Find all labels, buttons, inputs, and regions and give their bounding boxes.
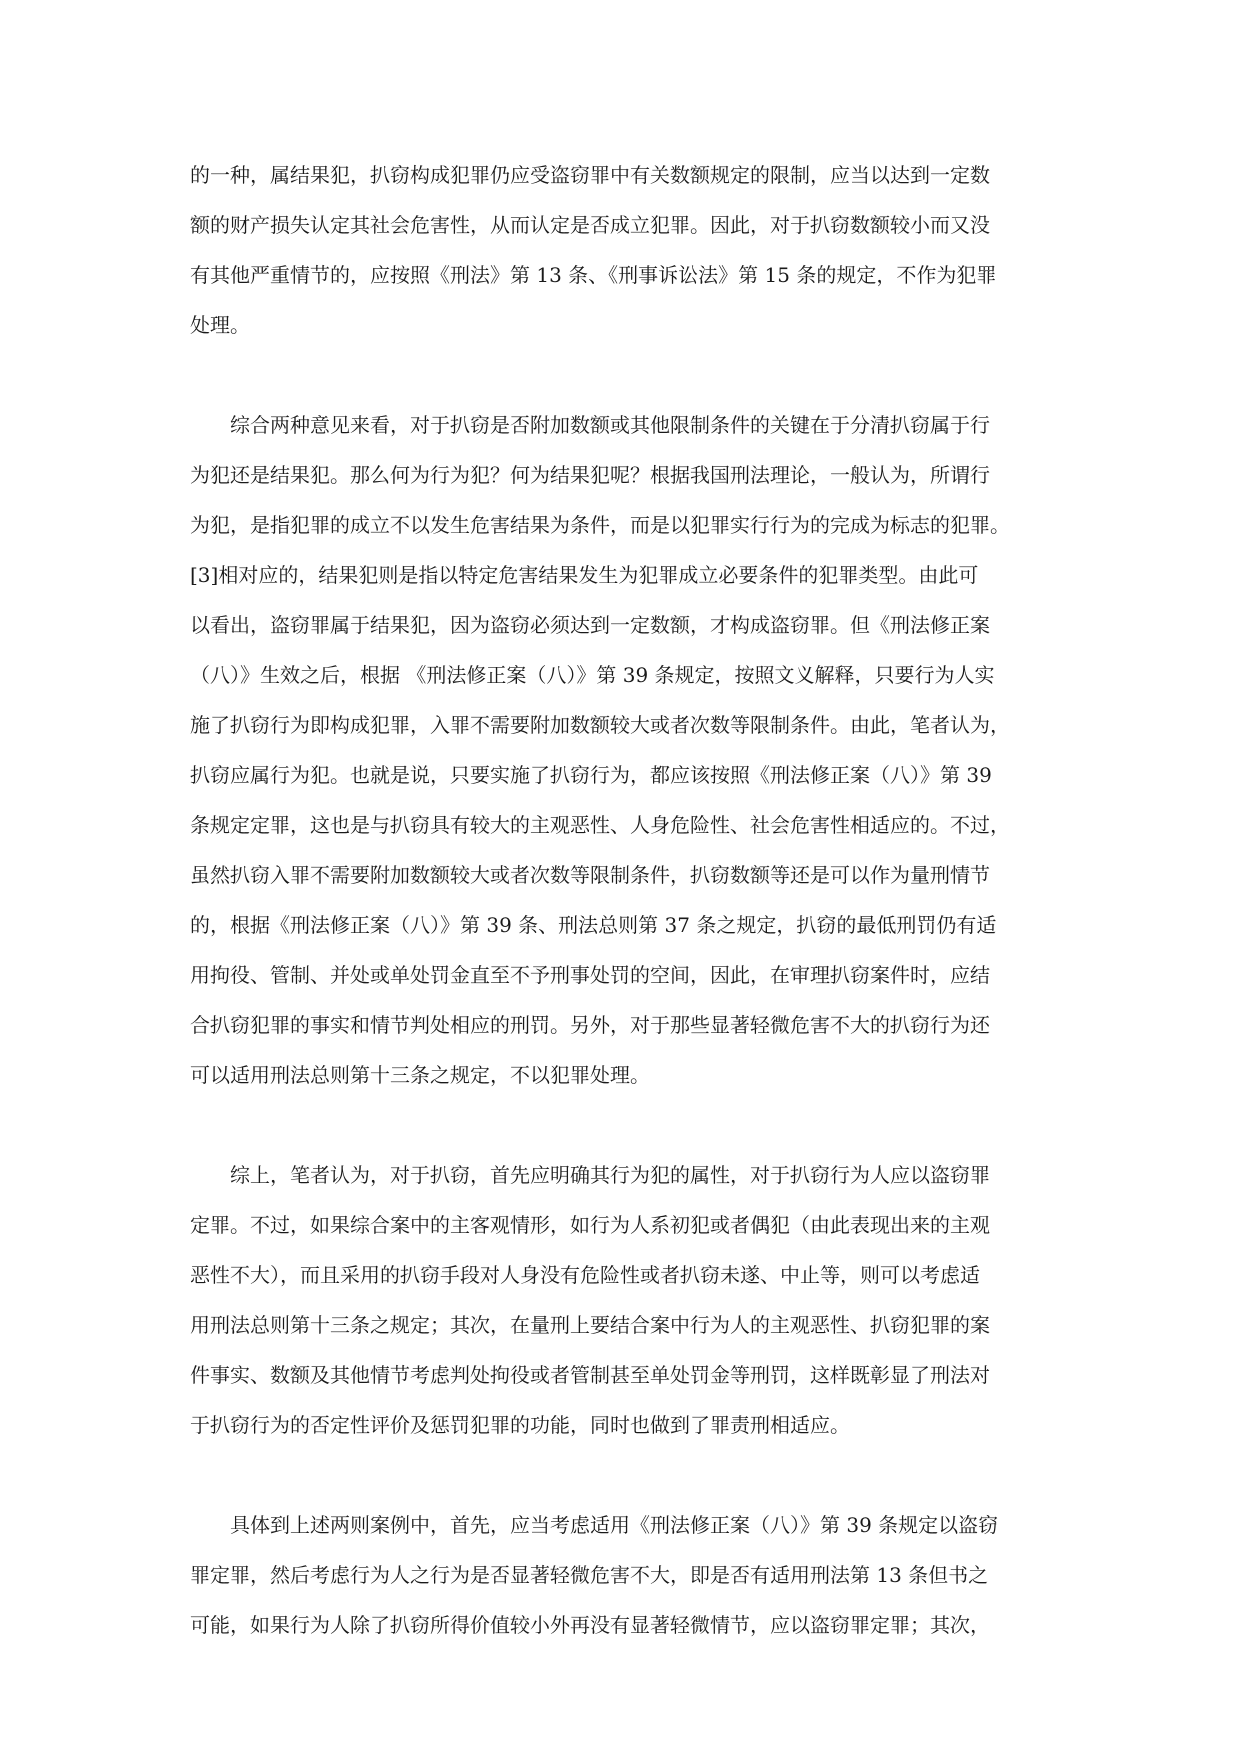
- paragraph-1: 的一种，属结果犯，扒窃构成犯罪仍应受盗窃罪中有关数额规定的限制，应当以达到一定数 额的财产损失认定其社会危害性，从而认定是否成立犯罪。因此，对于扒窃数额较小而又没 有其他严重情节的，应按照《刑法》第 13 条、《刑事诉讼法》第 15 条的规定，不作为犯罪 处理。: [190, 163, 997, 337]
- paragraph-spacer: [190, 1100, 1070, 1150]
- document-body: [190, 150, 1070, 1650]
- paragraph-spacer: [190, 350, 1070, 400]
- paragraph-2: 综合两种意见来看，对于扒窃是否附加数额或其他限制条件的关键在于分清扒窃属于行 为犯还是结果犯。那么何为行为犯？何为结果犯呢？根据我国刑法理论，一般认为，所谓行 为犯，是指犯罪的成立不以发生危害结果为条件，而是以犯罪实行行为的完成为标志的犯罪。 [3]相对应的，结果犯则是指以特定危害结果发生为犯罪成立必要条件的犯罪类型。由此可 以看出，盗窃罪属于结果犯，因为盗窃必须达到一定数额，才构成盗窃罪。但《刑法修正案 （八）》生效之后，根据 《刑法修正案（八）》第 39 条规定，按照文义解释，只要行为人实 施了扒窃行为即构成犯罪，入罪不需要附加数额较大或者次数等限制条件。由此，笔者认为， 扒窃应属行为犯。也就是说，只要实施了扒窃行为，都应该按照《刑法修正案（八）》第 39 条规定定罪，这也是与扒窃具有较大的主观恶性、人身危险性、社会危害性相适应的。不过， 虽然扒窃入罪不需要附加数额较大或者次数等限制条件，扒窃数额等还是可以作为量刑情节 的，根据《刑法修正案（八）》第 39 条、刑法总则第 37 条之规定，扒窃的最低刑罚仍有适 用拘役、管制、并处或单处罚金直至不予刑事处罚的空间，因此，在审理扒窃案件时，应结 合扒窃犯罪的事实和情节判处相应的刑罚。另外，对于那些显著轻微危害不大的扒窃行为还 可以适用刑法总则第十三条之规定，不以犯罪处理。: [190, 413, 1010, 1087]
- paragraph-4: 具体到上述两则案例中，首先，应当考虑适用《刑法修正案（八）》第 39 条规定以盗窃 罪定罪，然后考虑行为人之行为是否显著轻微危害不大，即是否有适用刑法第 13 条但书之 可能，如果行为人除了扒窃所得价值较小外再没有显著轻微情节，应以盗窃罪定罪；其次，: [190, 1513, 999, 1637]
- paragraph-spacer: [190, 1450, 1070, 1500]
- paragraph-3: 综上，笔者认为，对于扒窃，首先应明确其行为犯的属性，对于扒窃行为人应以盗窃罪 定罪。不过，如果综合案中的主客观情形，如行为人系初犯或者偶犯（由此表现出来的主观 恶性不大），而且采用的扒窃手段对人身没有危险性或者扒窃未遂、中止等，则可以考虑适 用刑法总则第十三条之规定；其次，在量刑上要结合案中行为人的主观恶性、扒窃犯罪的案 件事实、数额及其他情节考虑判处拘役或者管制甚至单处罚金等刑罚，这样既彰显了刑法对 于扒窃行为的否定性评价及惩罚犯罪的功能，同时也做到了罪责刑相适应。: [190, 1163, 990, 1437]
